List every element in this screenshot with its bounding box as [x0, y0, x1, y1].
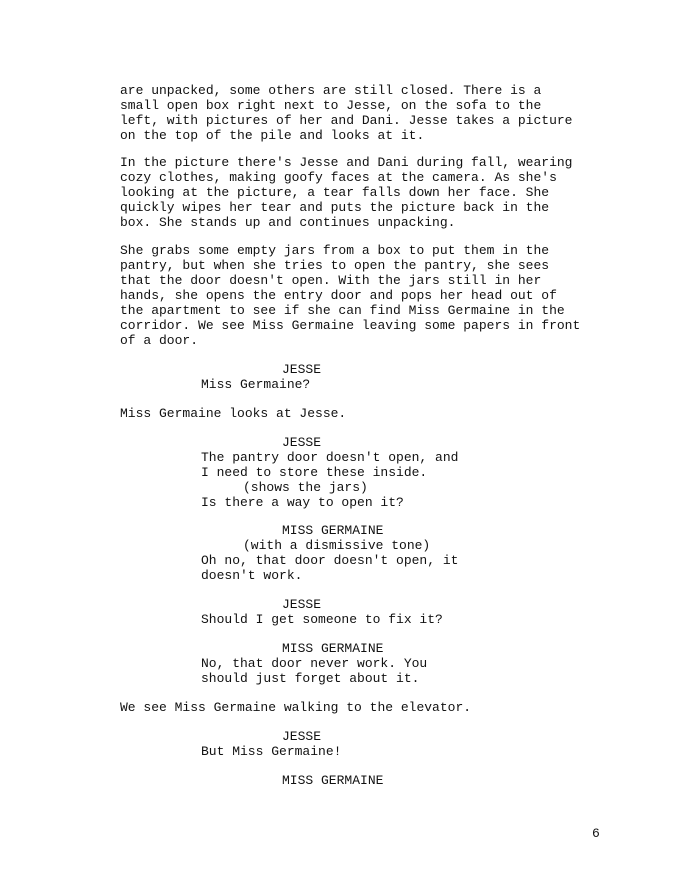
action-line: pantry, but when she tries to open the pantry, she sees [120, 258, 550, 273]
dialogue-line: Oh no, that door doesn't open, it [201, 553, 459, 568]
action-line: left, with pictures of her and Dani. Jesse takes a picture [120, 113, 573, 128]
action-line: quickly wipes her tear and puts the picture back in the [120, 200, 550, 215]
action-line: of a door. [120, 333, 199, 348]
page-number: 6 [592, 826, 600, 841]
action-line: are unpacked, some others are still closed. There is a [120, 83, 542, 98]
dialogue-line: The pantry door doesn't open, and [201, 450, 459, 465]
character-name: MISS GERMAINE [282, 523, 384, 538]
action-line: small open box right next to Jesse, on the sofa to the [120, 98, 542, 113]
dialogue-line: Should I get someone to fix it? [201, 612, 443, 627]
dialogue-line: No, that door never work. You [201, 656, 428, 671]
action-line: looking at the picture, a tear falls down her face. She [120, 185, 550, 200]
action-line: She grabs some empty jars from a box to put them in the [120, 243, 550, 258]
character-name: JESSE [282, 362, 322, 377]
character-name: JESSE [282, 435, 322, 450]
action-line: on the top of the pile and looks at it. [120, 128, 425, 143]
action-line: cozy clothes, making goofy faces at the camera. As she's [120, 170, 557, 185]
action-line: the apartment to see if she can find Miss Germaine in the [120, 303, 565, 318]
action-line: In the picture there's Jesse and Dani during fall, wearing [120, 155, 573, 170]
dialogue-line: Miss Germaine? [201, 377, 311, 392]
action-line: Miss Germaine looks at Jesse. [120, 406, 347, 421]
action-line: We see Miss Germaine walking to the elevator. [120, 700, 472, 715]
parenthetical: (shows the jars) [243, 480, 368, 495]
dialogue-line: I need to store these inside. [201, 465, 428, 480]
action-line: box. She stands up and continues unpacking. [120, 215, 456, 230]
action-line: that the door doesn't open. With the jars still in her [120, 273, 542, 288]
character-name: MISS GERMAINE [282, 641, 384, 656]
character-name: JESSE [282, 729, 322, 744]
character-name: JESSE [282, 597, 322, 612]
parenthetical: (with a dismissive tone) [243, 538, 431, 553]
dialogue-line: doesn't work. [201, 568, 303, 583]
character-name: MISS GERMAINE [282, 773, 384, 788]
dialogue-line: But Miss Germaine! [201, 744, 342, 759]
dialogue-line: should just forget about it. [201, 671, 420, 686]
action-line: hands, she opens the entry door and pops her head out of [120, 288, 557, 303]
dialogue-line: Is there a way to open it? [201, 495, 404, 510]
action-line: corridor. We see Miss Germaine leaving some papers in front [120, 318, 581, 333]
